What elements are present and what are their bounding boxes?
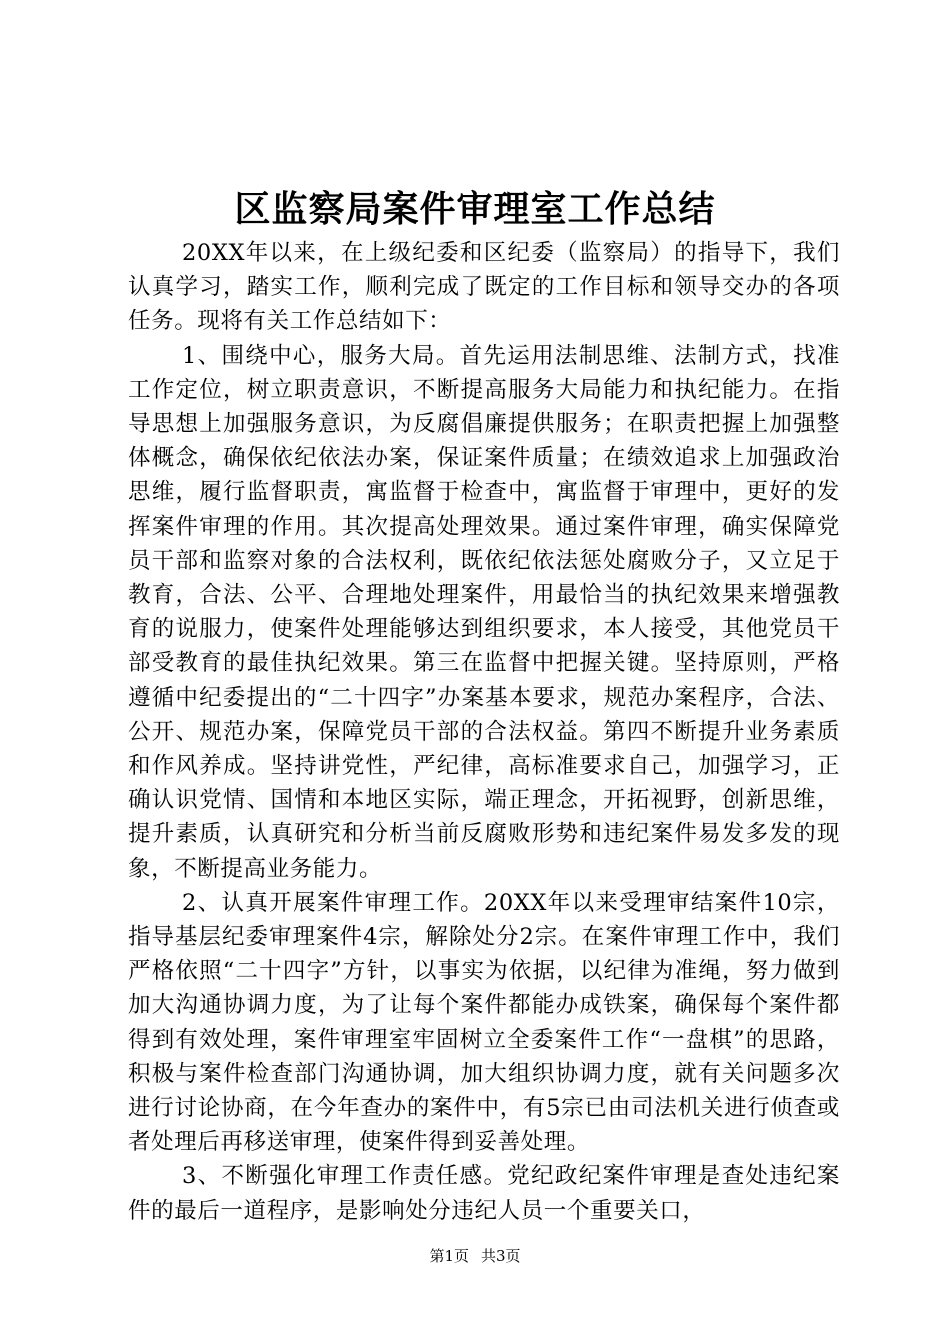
paragraph-section-2: 2、认真开展案件审理工作。20XX年以来受理审结案件10宗，指导基层纪委审理案件4宗，解除处分2宗。在案件审理工作中，我们严格依照“二十四字”方针，以事实为依据，以纪律为准绳，努力做到加大沟通协调力度，为了让每个案件都能办成铁案，确保每个案件都得到有效处理，案件审理室牢固树立全委案件工作“一盘棋”的思路，积极与案件检查部门沟通协调，加大组织协调力度，就有关问题多次进行讨论协商，在今年查办的案件中，有5宗已由司法机关进行侦查或者处理后再移送审理，使案件得到妥善处理。 — [128, 889, 840, 1156]
paragraph-section-3: 3、不断强化审理工作责任感。党纪政纪案件审理是查处违纪案件的最后一道程序，是影响处分违纪人员一个重要关口， — [128, 1163, 840, 1224]
page-footer — [0, 1246, 950, 1266]
document-title: 区监察局案件审理室工作总结 — [234, 188, 716, 230]
document-body — [128, 236, 840, 1228]
page-number: 第1页 — [429, 1247, 469, 1265]
paragraph-section-1: 1、围绕中心，服务大局。首先运用法制思维、法制方式，找准工作定位，树立职责意识，不断提高服务大局能力和执纪能力。在指导思想上加强服务意识，为反腐倡廉提供服务；在职责把握上加强整体概念，确保依纪依法办案，保证案件质量；在绩效追求上加强政治思维，履行监督职责，寓监督于检查中，寓监督于审理中，更好的发挥案件审理的作用。其次提高处理效果。通过案件审理，确实保障党员干部和监察对象的合法权利，既依纪依法惩处腐败分子，又立足于教育，合法、公平、合理地处理案件，用最恰当的执纪效果来增强教育的说服力，使案件处理能够达到组织要求，本人接受，其他党员干部受教育的最佳执纪效果。第三在监督中把握关键。坚持原则，严格遵循中纪委提出的“二十四字”办案基本要求，规范办案程序，合法、公开、规范办案，保障党员干部的合法权益。第四不断提升业务素质和作风养成。坚持讲党性，严纪律，高标准要求自己，加强学习，正确认识党情、国情和本地区实际，端正理念，开拓视野，创新思维，提升素质，认真研究和分析当前反腐败形势和违纪案件易发多发的现象，不断提高业务能力。 — [128, 342, 840, 882]
page-total: 共3页 — [481, 1247, 521, 1265]
paragraph-intro: 20XX年以来，在上级纪委和区纪委（监察局）的指导下，我们认真学习，踏实工作，顺利完成了既定的工作目标和领导交办的各项任务。现将有关工作总结如下： — [128, 240, 840, 335]
